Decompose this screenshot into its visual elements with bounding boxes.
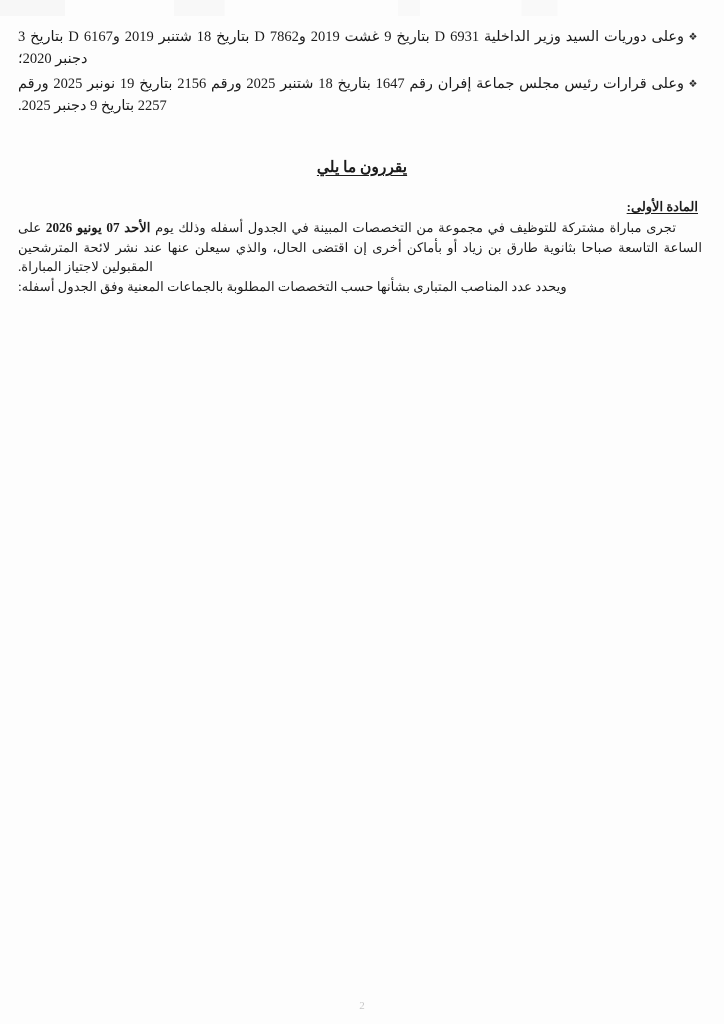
- decision-heading: [0, 158, 724, 177]
- decision-heading-text: يقررون ما يلي: [316, 159, 408, 176]
- article-label: المادة الأولى:: [626, 199, 698, 214]
- list-item: [18, 26, 702, 70]
- paragraph-text-line-3: ويحدد عدد المناصب المتبارى بشأنها حسب التخصصات المطلوبة بالجماعات المعنية وفق الجدول أسفله:: [18, 278, 567, 294]
- diamond-bullet-icon: ❖: [688, 79, 698, 90]
- paragraph-text-part-2: على الساعة التاسعة صباحا بثانوية طارق بن زياد أو بأماكن أخرى إن اقتضى الحال، والذي سيعلن عنها عند نشر لائحة المترشحين المقبولين لاجتياز المباراة.: [18, 220, 702, 274]
- legal-references-list: [18, 26, 702, 120]
- diamond-bullet-icon: ❖: [688, 32, 698, 43]
- page-number: 2: [359, 1000, 365, 1012]
- paragraph-text-part-1: تجرى مباراة مشتركة للتوظيف في مجموعة من التخصصات المبينة في الجدول أسفله وذلك يوم: [150, 220, 676, 235]
- exam-date-emphasis: الأحد 07 يونيو 2026: [45, 220, 151, 235]
- legal-reference-text: وعلى قرارات رئيس مجلس جماعة إفران رقم 1647 بتاريخ 18 شتنبر 2025 ورقم 2156 بتاريخ 19 نونبر 2025 ورقم 2257 بتاريخ 9 دجنبر 2025.: [18, 76, 684, 114]
- list-item: [18, 73, 702, 117]
- legal-reference-text: وعلى دوريات السيد وزير الداخلية 6931 D بتاريخ 9 غشت 2019 و7862 D بتاريخ 18 شتنبر 2019 و6167 D بتاريخ 3 دجنبر 2020؛: [18, 29, 685, 67]
- article-body-paragraph: [18, 218, 702, 296]
